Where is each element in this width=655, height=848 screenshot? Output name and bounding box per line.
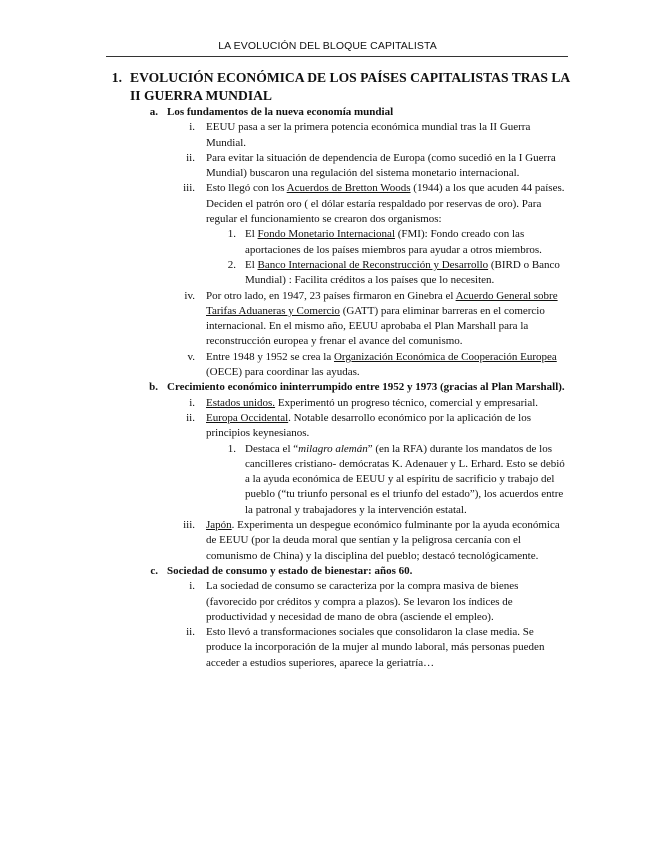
list-item-text: Estados unidos. Experimentó un progreso técnico, comercial y empresarial. bbox=[206, 396, 539, 409]
list-item-a-iii-2 bbox=[0, 258, 655, 289]
document-body bbox=[0, 69, 655, 671]
list-item-text: La sociedad de consumo se caracteriza por la compra masiva de bienes (favorecido por créditos y compra a plazos). Se levaron los índices de productividad y necesidad de mano de obra (asciende el empleo). bbox=[206, 580, 519, 623]
list-item-number: ii. bbox=[186, 411, 195, 424]
section-1-number: 1. bbox=[111, 70, 122, 85]
list-item-a-v bbox=[0, 350, 655, 381]
list-item-number: iv. bbox=[184, 289, 195, 302]
list-item-number: i. bbox=[189, 396, 195, 409]
list-item-number: i. bbox=[189, 580, 195, 593]
list-item-a-iii-1 bbox=[0, 227, 655, 258]
list-item-number: 2. bbox=[227, 258, 236, 271]
subsection-a-title: Los fundamentos de la nueva economía mundial bbox=[167, 106, 394, 118]
list-item-number: 1. bbox=[227, 228, 236, 241]
term-europa-occidental: Europa Occidental bbox=[206, 411, 289, 424]
term-japon: Japón bbox=[206, 519, 232, 532]
list-item-b-iii bbox=[0, 518, 655, 564]
list-item-number: v. bbox=[187, 350, 195, 363]
subsection-b-title: Crecimiento económico ininterrumpido entre 1952 y 1973 (gracias al Plan Marshall). bbox=[167, 381, 565, 394]
term-oece: Organización Económica de Cooperación Europea bbox=[333, 350, 557, 363]
list-item-number: iii. bbox=[183, 182, 195, 195]
subsection-b-heading bbox=[0, 380, 655, 395]
list-item-text: Esto llevó a transformaciones sociales que consolidaron la clase media. Se produce la incorporación de la mujer al mundo laboral, más personas pueden acceder a estudios superiores, aparece la geriatría… bbox=[206, 626, 545, 669]
list-item-a-iii bbox=[0, 181, 655, 227]
list-item-number: iii. bbox=[183, 519, 195, 532]
list-item-number: i. bbox=[189, 121, 195, 134]
list-item-text: Por otro lado, en 1947, 23 países firmaron en Ginebra el Acuerdo General sobre Tarifas Aduaneras y Comercio (GATT) para eliminar barreras en el comercio internacional. En el mismo año, EEUU aprobaba el Plan Marshall para la reconstrucción europea y frenar el avance del comunismo. bbox=[206, 289, 558, 348]
list-item-text: Destaca el “milagro alemán” (en la RFA) durante los mandatos de los cancilleres cristiano- demócratas K. Adenauer y L. Erhard. Esto se debió a la ayuda económica de EEUU y al espíritu de sacrificio y trabajo del pueblo (“tu triunfo personal es el triunfo del estado”), los acuerdos entre la patronal y trabajadores y la intervención estatal. bbox=[245, 442, 565, 516]
list-item-a-i bbox=[0, 120, 655, 151]
list-item-c-ii bbox=[0, 625, 655, 671]
subsection-c-title: Sociedad de consumo y estado de bienestar: años 60. bbox=[167, 564, 413, 577]
term-milagro-aleman: milagro alemán bbox=[298, 442, 368, 455]
list-item-c-i bbox=[0, 579, 655, 625]
term-bird: Banco Internacional de Reconstrucción y Desarrollo bbox=[257, 258, 489, 271]
subsection-c-heading bbox=[0, 564, 655, 579]
header-divider bbox=[106, 56, 568, 57]
list-item-number: ii. bbox=[186, 626, 195, 639]
subsection-a-letter: a. bbox=[149, 106, 158, 118]
list-item-text: Japón. Experimenta un despegue económico fulminante por la ayuda económica de EEUU (por la deuda moral que sentían y la peligrosa cercanía con el comunismo de China) y la disciplina del pueblo; destacó tecnológicamente. bbox=[206, 519, 560, 562]
term-bretton-woods: Acuerdos de Bretton Woods bbox=[286, 182, 411, 195]
list-item-text: Europa Occidental. Notable desarrollo económico por la aplicación de los principios keynesianos. bbox=[206, 411, 531, 440]
list-item-text: EEUU pasa a ser la primera potencia económica mundial tras la II Guerra Mundial. bbox=[206, 121, 531, 149]
page-header: LA EVOLUCIÓN DEL BLOQUE CAPITALISTA bbox=[218, 40, 437, 52]
list-item-b-ii-1 bbox=[0, 442, 655, 518]
subsection-a-heading bbox=[0, 105, 655, 120]
section-1-heading bbox=[0, 69, 655, 104]
subsection-b-letter: b. bbox=[149, 381, 158, 394]
list-item-text: El Banco Internacional de Reconstrucción y Desarrollo (BIRD o Banco Mundial) : Facilita créditos a los países que lo necesiten. bbox=[245, 258, 560, 287]
list-item-b-i bbox=[0, 396, 655, 411]
section-1-title: EVOLUCIÓN ECONÓMICA DE LOS PAÍSES CAPITALISTAS TRAS LA II GUERRA MUNDIAL bbox=[130, 70, 570, 103]
list-item-b-ii bbox=[0, 411, 655, 442]
term-estados-unidos: Estados unidos. bbox=[206, 396, 276, 409]
list-item-a-iv bbox=[0, 289, 655, 350]
list-item-text: Entre 1948 y 1952 se crea la Organización Económica de Cooperación Europea (OECE) para coordinar las ayudas. bbox=[206, 350, 557, 379]
term-fmi: Fondo Monetario Internacional bbox=[257, 228, 395, 241]
list-item-text: El Fondo Monetario Internacional (FMI): Fondo creado con las aportaciones de los países miembros para ayudar a otros miembros. bbox=[245, 228, 542, 256]
subsection-c-letter: c. bbox=[150, 564, 158, 577]
list-item-number: 1. bbox=[227, 442, 236, 455]
list-item-a-ii bbox=[0, 151, 655, 182]
list-item-text: Esto llegó con los Acuerdos de Bretton Woods (1944) a los que acuden 44 países. Deciden el patrón oro ( el dólar estaría respaldado por reservas de oro). Para regular el funcionamiento se crearon dos organismos: bbox=[206, 182, 565, 226]
list-item-number: ii. bbox=[186, 151, 195, 164]
term-gatt: Acuerdo General sobre Tarifas Aduaneras y Comercio bbox=[206, 289, 558, 317]
list-item-text: Para evitar la situación de dependencia de Europa (como sucedió en la I Guerra Mundial) buscaron una regulación del sistema monetario internacional. bbox=[206, 151, 556, 180]
